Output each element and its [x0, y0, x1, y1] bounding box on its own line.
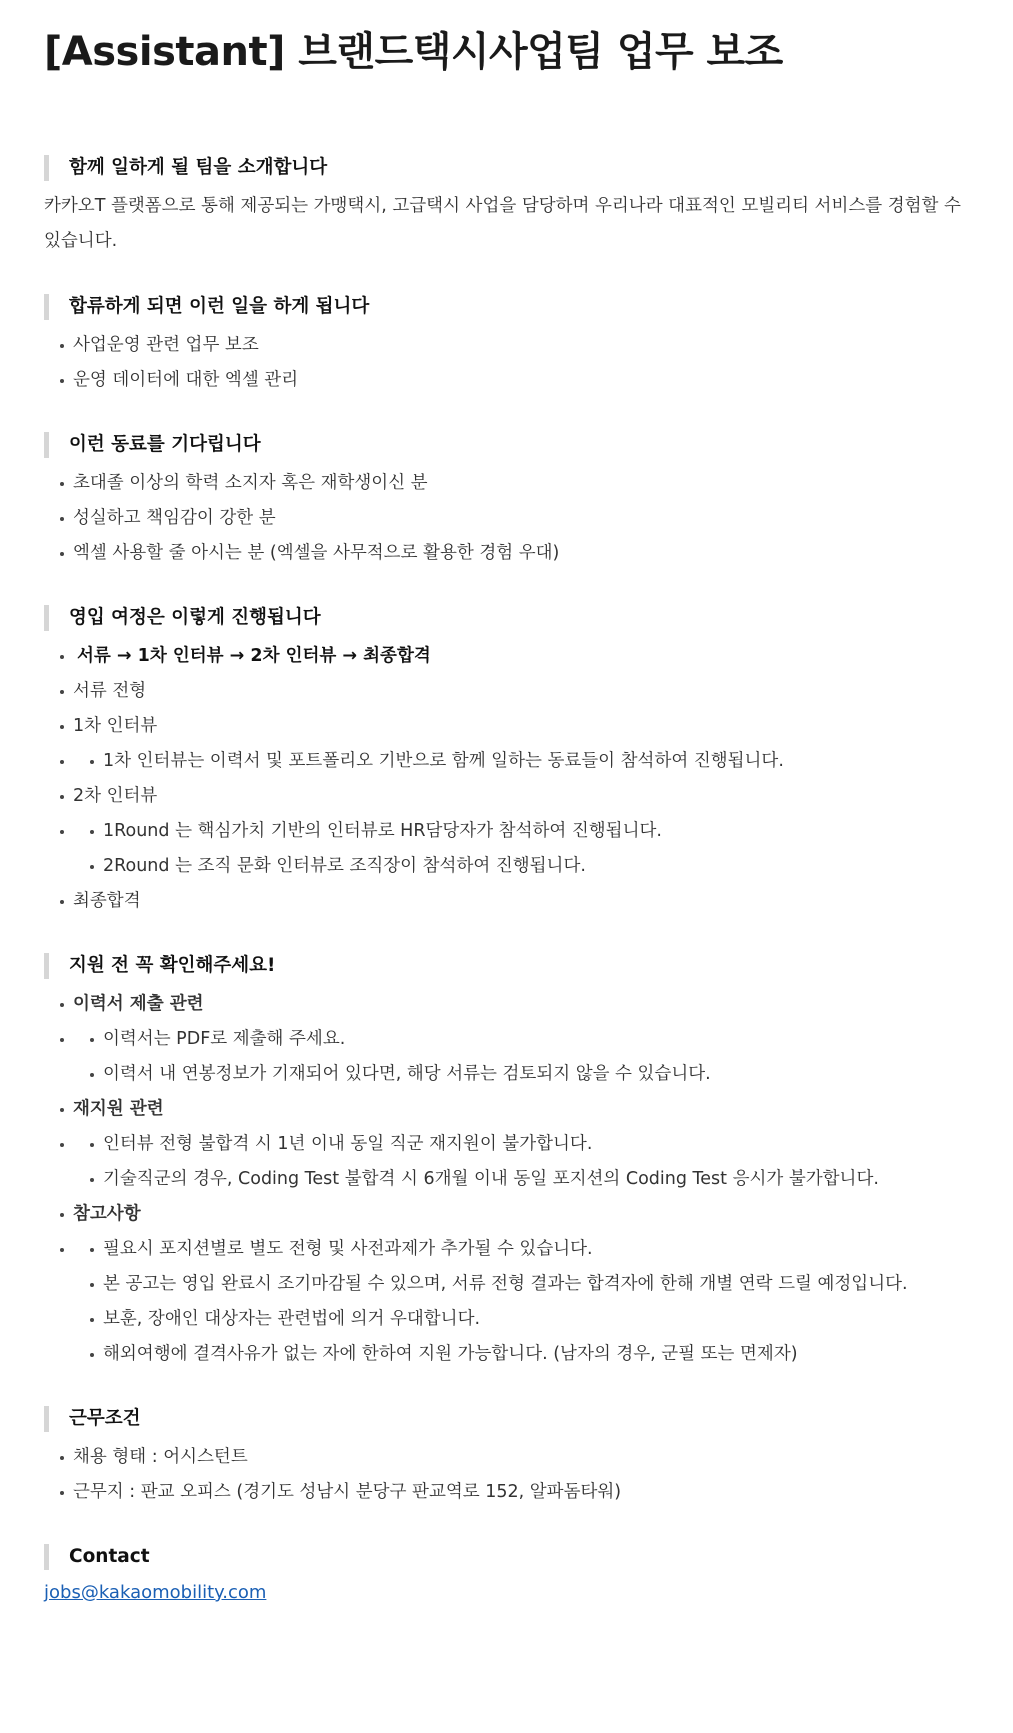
- list-item: 2차 인터뷰: [44, 779, 969, 814]
- section-heading-wanted: 이런 동료를 기다립니다: [44, 432, 969, 458]
- section-heading-duties: 합류하게 되면 이런 일을 하게 됩니다: [44, 294, 969, 320]
- sub-list-wrapper: [44, 1232, 969, 1372]
- step3-details: [44, 814, 969, 884]
- list-item: 해외여행에 결격사유가 없는 자에 한하여 지원 가능합니다. (남자의 경우, 군필 또는 면제자): [44, 1337, 969, 1372]
- team-description: 카카오T 플랫폼으로 통해 제공되는 가맹택시, 고급택시 사업을 담당하며 우리나라 대표적인 모빌리티 서비스를 경험할 수 있습니다.: [44, 196, 961, 251]
- section-conditions: [44, 1406, 969, 1510]
- list-item: 재지원 관련: [44, 1092, 969, 1127]
- list-item: 초대졸 이상의 학력 소지자 혹은 재학생이신 분: [44, 466, 969, 501]
- list-item: 성실하고 책임감이 강한 분: [44, 501, 969, 536]
- list-item: 이력서 제출 관련: [44, 987, 969, 1022]
- sub-list-wrapper: [44, 1022, 969, 1092]
- list-item: 근무지 : 판교 오피스 (경기도 성남시 분당구 판교역로 152, 알파돔타워): [44, 1475, 969, 1510]
- ref-items: [44, 1232, 969, 1372]
- section-heading-conditions: 근무조건: [44, 1406, 969, 1432]
- section-heading-team: 함께 일하게 될 팀을 소개합니다: [44, 155, 969, 181]
- sub-list-wrapper: [44, 1127, 969, 1197]
- list-item: 1차 인터뷰: [44, 709, 969, 744]
- list-item: 사업운영 관련 업무 보조: [44, 328, 969, 363]
- resume-items: [44, 1022, 969, 1092]
- list-item: 보훈, 장애인 대상자는 관련법에 의거 우대합니다.: [44, 1302, 969, 1337]
- sub-list-wrapper: [44, 744, 969, 779]
- process-list: [44, 639, 969, 919]
- list-item: 엑셀 사용할 줄 아시는 분 (엑셀을 사무적으로 활용한 경험 우대): [44, 536, 969, 571]
- wanted-list: [44, 466, 969, 571]
- step2-details: [44, 744, 969, 779]
- section-wanted: [44, 432, 969, 571]
- sub-list-wrapper: [44, 814, 969, 884]
- list-item: 필요시 포지션별로 별도 전형 및 사전과제가 추가될 수 있습니다.: [44, 1232, 969, 1267]
- section-heading-notice: 지원 전 꼭 확인해주세요!: [44, 953, 969, 979]
- list-item: 2Round 는 조직 문화 인터뷰로 조직장이 참석하여 진행됩니다.: [44, 849, 969, 884]
- list-item: 1Round 는 핵심가치 기반의 인터뷰로 HR담당자가 참석하여 진행됩니다.: [44, 814, 969, 849]
- conditions-list: [44, 1440, 969, 1510]
- process-flow: 서류 → 1차 인터뷰 → 2차 인터뷰 → 최종합격: [44, 639, 969, 674]
- list-item: 이력서 내 연봉정보가 기재되어 있다면, 해당 서류는 검토되지 않을 수 있습니다.: [44, 1057, 969, 1092]
- list-item: 채용 형태 : 어시스턴트: [44, 1440, 969, 1475]
- section-contact: [44, 1544, 969, 1608]
- list-item: 1차 인터뷰는 이력서 및 포트폴리오 기반으로 함께 일하는 동료들이 참석하여 진행됩니다.: [44, 744, 969, 779]
- list-item: 참고사항: [44, 1197, 969, 1232]
- list-item: 인터뷰 전형 불합격 시 1년 이내 동일 직군 재지원이 불가합니다.: [44, 1127, 969, 1162]
- list-item: 본 공고는 영입 완료시 조기마감될 수 있으며, 서류 전형 결과는 합격자에 한해 개별 연락 드릴 예정입니다.: [44, 1267, 969, 1302]
- list-item: 서류 전형: [44, 674, 969, 709]
- list-item: 최종합격: [44, 884, 969, 919]
- duties-list: [44, 328, 969, 398]
- section-heading-process: 영입 여정은 이렇게 진행됩니다: [44, 605, 969, 631]
- section-team: [44, 155, 969, 259]
- reapply-items: [44, 1127, 969, 1197]
- section-process: [44, 605, 969, 919]
- notice-list: [44, 987, 969, 1372]
- list-item: 운영 데이터에 대한 엑셀 관리: [44, 363, 969, 398]
- section-heading-contact: Contact: [44, 1544, 969, 1570]
- list-item: 기술직군의 경우, Coding Test 불합격 시 6개월 이내 동일 포지션의 Coding Test 응시가 불가합니다.: [44, 1162, 969, 1197]
- section-notice: [44, 953, 969, 1372]
- list-item: 이력서는 PDF로 제출해 주세요.: [44, 1022, 969, 1057]
- page-title: [Assistant] 브랜드택시사업팀 업무 보조: [44, 29, 783, 75]
- contact-email-link[interactable]: jobs@kakaomobility.com: [44, 1582, 267, 1603]
- section-duties: [44, 294, 969, 398]
